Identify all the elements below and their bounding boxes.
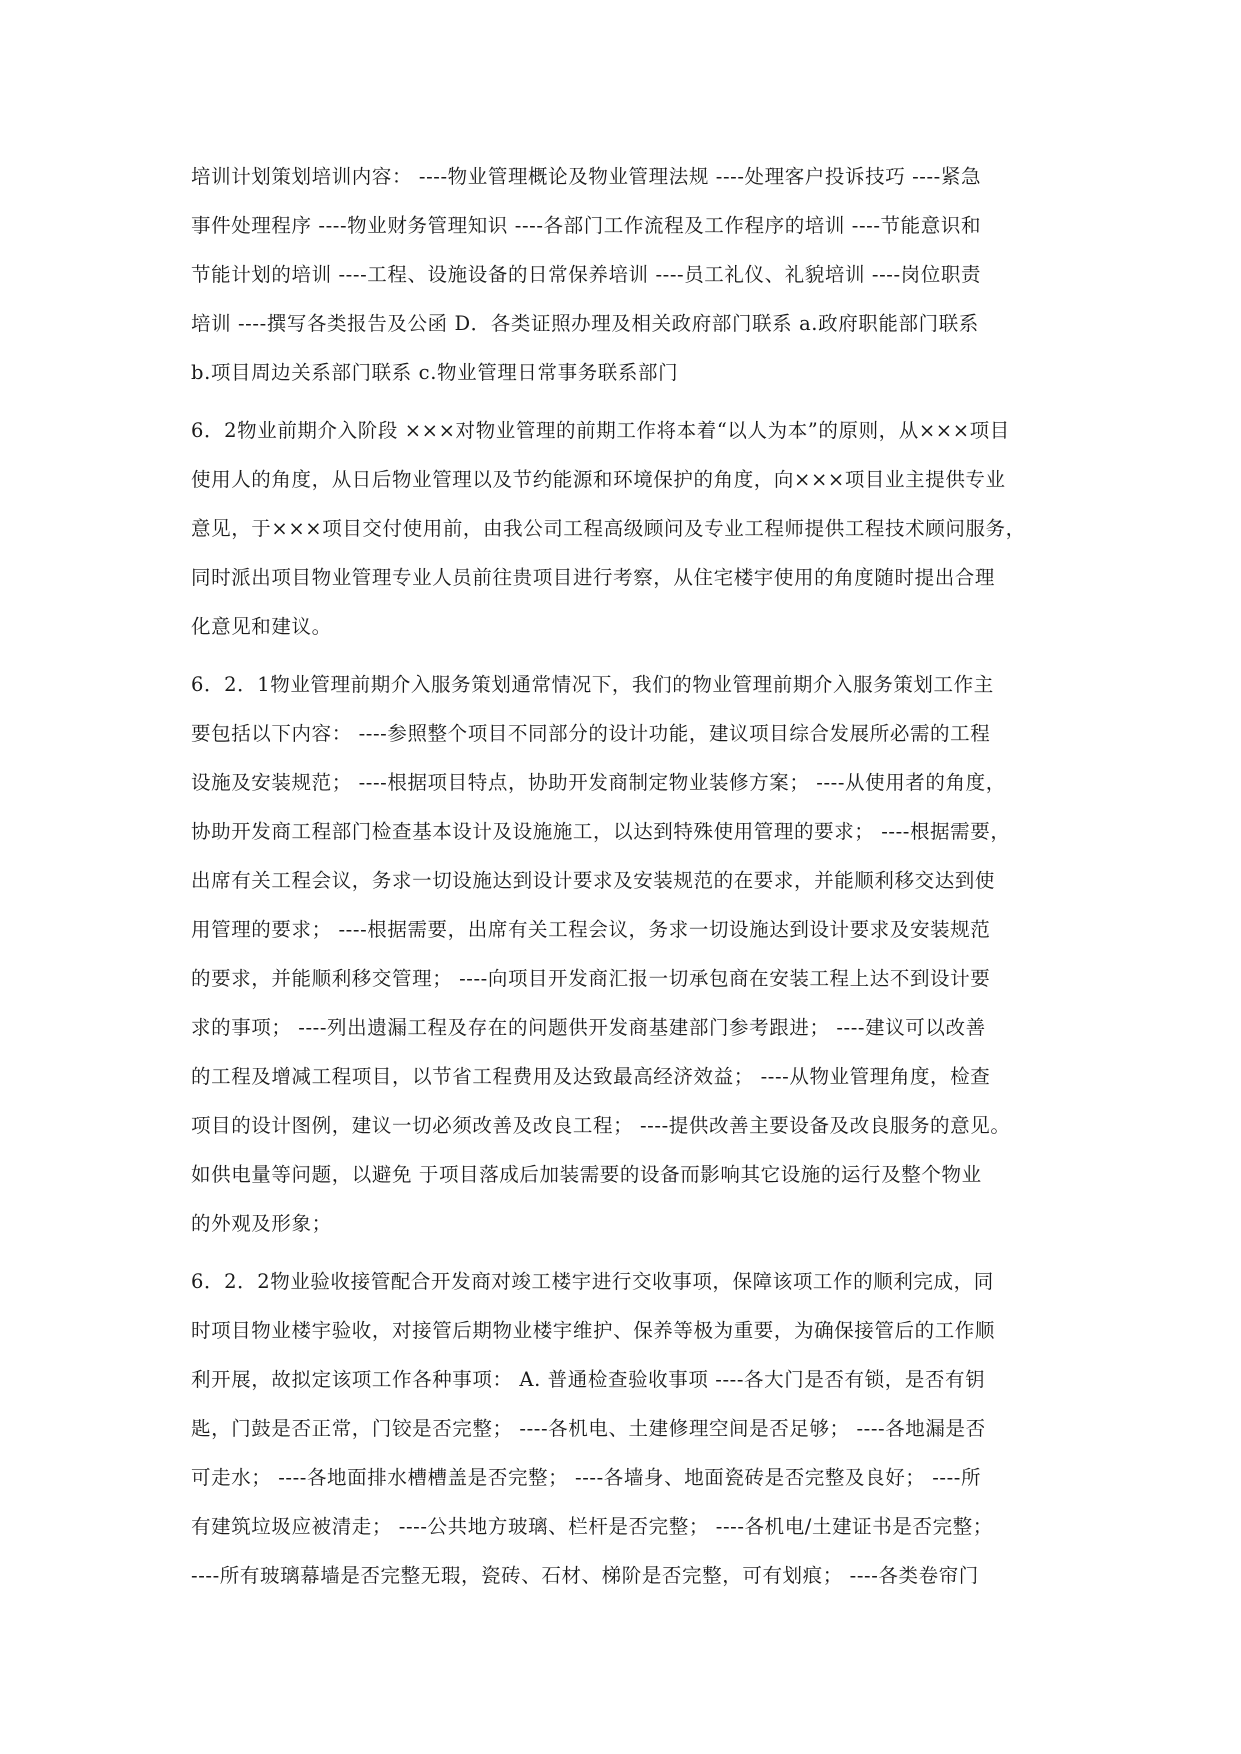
text-line: 节能计划的培训 ----工程、设施设备的日常保养培训 ----员工礼仪、礼貌培训 ----岗位职责	[191, 263, 982, 286]
text-line: 6．2物业前期介入阶段 ×××对物业管理的前期工作将本着“以人为本”的原则，从×××项目	[191, 419, 1010, 442]
text-line: 如供电量等问题，以避免 于项目落成后加装需要的设备而影响其它设施的运行及整个物业	[191, 1163, 982, 1186]
text-line: 的要求，并能顺利移交管理； ----向项目开发商汇报一切承包商在安装工程上达不到设计要	[191, 967, 991, 990]
text-line: 时项目物业楼宇验收，对接管后期物业楼宇维护、保养等极为重要，为确保接管后的工作顺	[191, 1319, 996, 1342]
text-line: 的工程及增减工程项目，以节省工程费用及达致最高经济效益； ----从物业管理角度，检查	[191, 1065, 991, 1088]
text-line: 培训计划策划培训内容： ----物业管理概论及物业管理法规 ----处理客户投诉技巧 ----紧急	[191, 165, 982, 188]
text-line: 用管理的要求； ----根据需要，出席有关工程会议，务求一切设施达到设计要求及安装规范	[191, 918, 991, 941]
text-line: 要包括以下内容： ----参照整个项目不同部分的设计功能，建议项目综合发展所必需的工程	[191, 722, 991, 745]
text-line: 出席有关工程会议，务求一切设施达到设计要求及安装规范的在要求，并能顺利移交达到使	[191, 869, 996, 892]
text-line: 匙，门鼓是否正常，门铰是否完整； ----各机电、土建修理空间是否足够； ----各地漏是否	[191, 1417, 986, 1440]
text-line: 项目的设计图例，建议一切必须改善及改良工程； ----提供改善主要设备及改良服务的意见。	[191, 1114, 1011, 1137]
text-line: 化意见和建议。	[191, 615, 332, 638]
text-line: ----所有玻璃幕墙是否完整无瑕，瓷砖、石材、梯阶是否完整，可有划痕； ----各类卷帘门	[191, 1564, 979, 1587]
text-line: 可走水； ----各地面排水槽槽盖是否完整； ----各墙身、地面瓷砖是否完整及良好； ----所	[191, 1466, 982, 1489]
text-line: 意见，于×××项目交付使用前，由我公司工程高级顾问及专业工程师提供工程技术顾问服务，	[191, 517, 1026, 540]
text-line: 事件处理程序 ----物业财务管理知识 ----各部门工作流程及工作程序的培训 ----节能意识和	[191, 214, 982, 237]
text-line: 培训 ----撰写各类报告及公函 D．各类证照办理及相关政府部门联系 a.政府职能部门联系	[191, 312, 979, 335]
text-line: 设施及安装规范； ----根据项目特点，协助开发商制定物业装修方案； ----从使用者的角度，	[191, 771, 1006, 794]
text-line: 的外观及形象；	[191, 1212, 332, 1235]
text-line: 6．2．2物业验收接管配合开发商对竣工楼宇进行交收事项，保障该项工作的顺利完成，同	[191, 1270, 994, 1293]
text-line: 求的事项； ----列出遗漏工程及存在的问题供开发商基建部门参考跟进； ----建议可以改善	[191, 1016, 986, 1039]
text-line: 利开展，故拟定该项工作各种事项： A. 普通检查验收事项 ----各大门是否有锁，是否有钥	[191, 1368, 986, 1391]
text-line: b.项目周边关系部门联系 c.物业管理日常事务联系部门	[191, 361, 679, 384]
text-line: 同时派出项目物业管理专业人员前往贵项目进行考察，从住宅楼宇使用的角度随时提出合理	[191, 566, 996, 589]
text-line: 协助开发商工程部门检查基本设计及设施施工，以达到特殊使用管理的要求； ----根据需要，	[191, 820, 1011, 843]
text-line: 有建筑垃圾应被清走； ----公共地方玻璃、栏杆是否完整； ----各机电/土建证书是否完整；	[191, 1515, 993, 1538]
text-line: 使用人的角度，从日后物业管理以及节约能源和环境保护的角度，向×××项目业主提供专业	[191, 468, 1006, 491]
text-line: 6．2．1物业管理前期介入服务策划通常情况下，我们的物业管理前期介入服务策划工作主	[191, 673, 994, 696]
